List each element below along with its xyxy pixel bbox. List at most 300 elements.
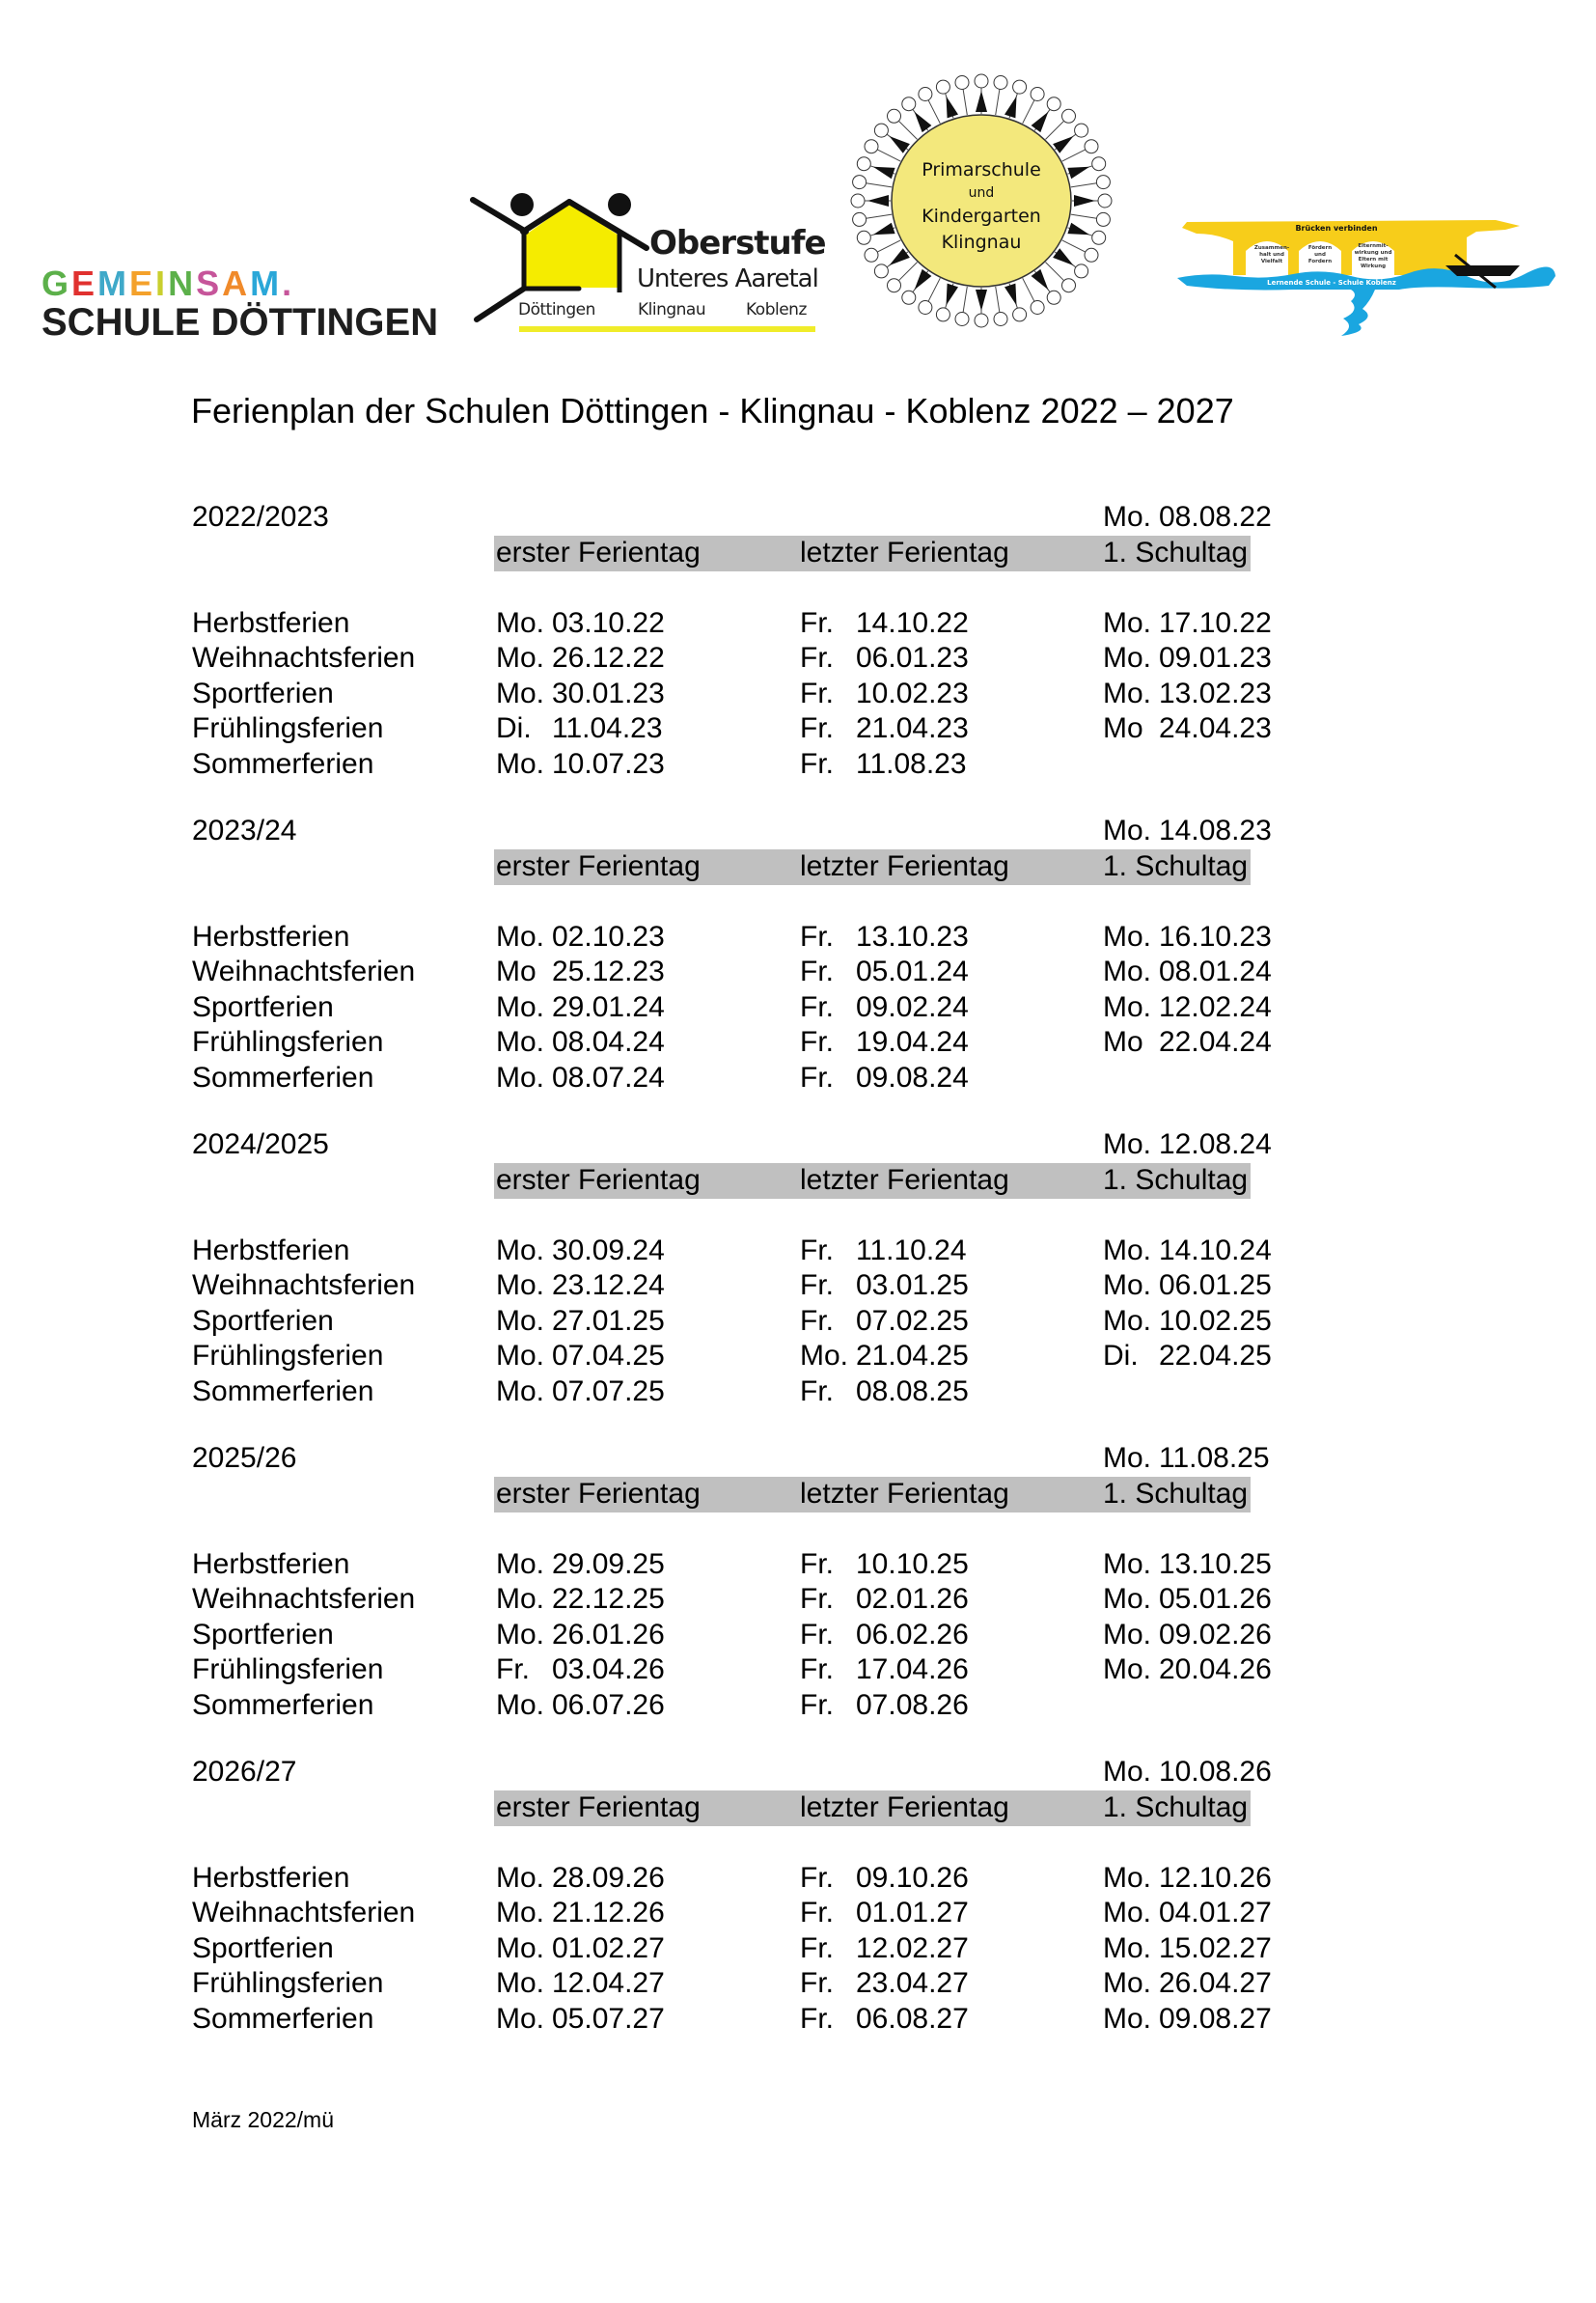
weekday: Fr. [800, 1931, 834, 1964]
weekday: Fr. [800, 1304, 834, 1337]
table-row [0, 1896, 1596, 1930]
date: 05.07.27 [552, 2002, 665, 2035]
last-holiday-date [800, 1861, 969, 1896]
holiday-name: Weihnachtsferien [192, 642, 416, 674]
date: 11.08.23 [856, 747, 967, 780]
child-head [919, 301, 932, 315]
arch-2-line-2: und [1314, 252, 1326, 258]
date: 08.08.25 [856, 1374, 969, 1407]
table-header-row [0, 536, 1596, 570]
last-holiday-date [800, 1268, 969, 1303]
date: 26.01.26 [552, 1618, 665, 1651]
school-year-row [0, 500, 1596, 535]
left-leg-line [477, 289, 524, 319]
date: 04.01.27 [1159, 1897, 1272, 1928]
child-head [936, 80, 949, 94]
date: 06.01.23 [856, 642, 969, 674]
header-first-school-day: 1. Schultag [1103, 1477, 1249, 1510]
last-holiday-date [800, 641, 969, 676]
child-head [902, 291, 916, 304]
river [1177, 266, 1555, 336]
date: 30.09.24 [552, 1234, 665, 1266]
first-school-day-date [1103, 1304, 1272, 1339]
child-dress [1067, 167, 1089, 180]
header-last-holiday: letzter Ferientag [800, 1163, 1009, 1196]
weekday: Mo. [1103, 501, 1152, 533]
date: 10.07.23 [552, 747, 665, 780]
holiday-name: Herbstferien [192, 1234, 350, 1266]
child-dress [976, 91, 987, 112]
school-year-start-date [1103, 1127, 1272, 1162]
weekday: Mo. [1103, 1653, 1152, 1685]
gemeinsam-logo-wordmark [41, 264, 294, 303]
child-dress [1032, 269, 1049, 290]
date: 07.08.26 [856, 1688, 969, 1721]
table-row [0, 1861, 1596, 1896]
date: 14.10.24 [1159, 1234, 1272, 1266]
date: 07.02.25 [856, 1304, 969, 1337]
holiday-name: Frühlingsferien [192, 712, 384, 744]
date: 01.02.27 [552, 1931, 665, 1964]
child-head [853, 176, 867, 189]
first-school-day-date [1103, 1339, 1272, 1373]
weekday: Mo. [1103, 1861, 1152, 1894]
child-body [963, 287, 967, 313]
date: 21.04.23 [856, 712, 969, 744]
date: 10.02.23 [856, 677, 969, 709]
header-first-school-day: 1. Schultag [1103, 1790, 1249, 1823]
weekday: Fr. [800, 1688, 834, 1721]
date: 12.02.24 [1159, 990, 1272, 1023]
child-head [874, 264, 888, 278]
child-head [853, 212, 867, 226]
date: 26.12.22 [552, 642, 665, 674]
weekday: Mo. [1103, 642, 1152, 674]
table-row [0, 1374, 1596, 1409]
table-row [0, 990, 1596, 1025]
child-dress [915, 112, 932, 132]
table-row [0, 1547, 1596, 1582]
weekday: Mo. [1103, 1583, 1152, 1615]
yellow-underline [519, 326, 815, 332]
child-head [975, 74, 988, 88]
date: 09.02.26 [1159, 1618, 1272, 1651]
child-head [1047, 97, 1060, 111]
child-body [1062, 240, 1086, 252]
last-holiday-date [800, 1061, 969, 1096]
first-school-day-date [1103, 606, 1272, 641]
weekday: Mo. [1103, 1442, 1152, 1474]
table-header-row [0, 849, 1596, 884]
weekday: Mo. [1103, 1128, 1152, 1160]
weekday: Mo. [496, 1547, 545, 1580]
last-holiday-date [800, 1582, 969, 1617]
weekday: Mo. [496, 2002, 545, 2035]
weekday: Mo. [1103, 1931, 1152, 1964]
header-last-holiday: letzter Ferientag [800, 1477, 1009, 1510]
gemeinsam-letter: M [97, 264, 130, 303]
first-holiday-date [496, 1861, 665, 1896]
first-school-day-date [1103, 1966, 1272, 2001]
oberstufe-town-klingnau: Klingnau [638, 300, 706, 319]
table-header-row [0, 1477, 1596, 1512]
arch-2-line-3: Fordern [1307, 259, 1333, 264]
weekday: Mo. [1103, 1967, 1152, 1999]
date: 10.08.26 [1159, 1756, 1272, 1788]
child-dress [1074, 195, 1095, 207]
last-holiday-date [800, 990, 969, 1025]
table-row [0, 2002, 1596, 2037]
first-holiday-date [496, 1688, 665, 1723]
date: 12.10.26 [1159, 1861, 1272, 1894]
weekday: Mo. [496, 1234, 545, 1266]
date: 24.04.23 [1159, 712, 1272, 744]
holiday-name: Herbstferien [192, 1861, 350, 1894]
school-year-section [0, 500, 1596, 819]
weekday: Mo. [496, 1897, 545, 1928]
weekday: Mo. [1103, 990, 1152, 1023]
child-dress [1053, 248, 1073, 265]
first-holiday-date [496, 1547, 665, 1582]
child-body [1023, 278, 1034, 301]
holiday-name: Sommerferien [192, 2002, 374, 2035]
date: 06.08.27 [856, 2002, 969, 2035]
weekday: Mo. [496, 1026, 545, 1058]
first-school-day-date [1103, 1931, 1272, 1966]
table-row [0, 1025, 1596, 1060]
school-year-row [0, 814, 1596, 848]
header-first-holiday: erster Ferientag [496, 1163, 701, 1196]
table-row [0, 1582, 1596, 1617]
holiday-name: Frühlingsferien [192, 1653, 384, 1685]
weekday: Fr. [800, 1269, 834, 1301]
table-row [0, 606, 1596, 641]
first-school-day-date [1103, 955, 1272, 989]
weekday: Mo. [1103, 1618, 1152, 1651]
gemeinsam-letter: I [155, 264, 169, 303]
first-holiday-date [496, 641, 665, 676]
date: 06.01.25 [1159, 1269, 1272, 1301]
school-year-section [0, 1755, 1596, 2073]
school-year-label: 2024/2025 [192, 1128, 329, 1160]
first-holiday-date [496, 1582, 665, 1617]
first-holiday-date [496, 1234, 665, 1268]
weekday: Mo. [496, 606, 545, 639]
first-school-day-date [1103, 1268, 1272, 1303]
child-body [898, 121, 917, 139]
table-row [0, 955, 1596, 989]
child-head [865, 140, 878, 153]
first-holiday-date [496, 2002, 665, 2037]
holiday-name: Sportferien [192, 677, 334, 709]
weekday: Mo. [1103, 677, 1152, 709]
header-first-holiday: erster Ferientag [496, 849, 701, 882]
weekday: Mo. [496, 1340, 545, 1372]
weekday: Mo. [496, 1618, 545, 1651]
child-head [1096, 212, 1110, 226]
oberstufe-logo-title: Oberstufe [649, 224, 826, 263]
last-holiday-date [800, 677, 969, 711]
prim-line-4: Klingnau [941, 232, 1022, 253]
weekday: Di. [496, 712, 532, 744]
primarschule-sun-logo-icon [849, 58, 1139, 357]
holiday-name: Frühlingsferien [192, 1340, 384, 1372]
weekday: Fr. [800, 1618, 834, 1651]
child-head [1092, 231, 1106, 244]
date: 14.08.23 [1159, 815, 1272, 846]
date: 11.08.25 [1159, 1442, 1270, 1474]
date: 22.04.24 [1159, 1026, 1272, 1058]
date: 12.04.27 [552, 1967, 665, 1999]
school-year-row [0, 1127, 1596, 1162]
date: 23.12.24 [552, 1269, 665, 1301]
child-body [877, 150, 900, 161]
child-dress [890, 136, 910, 153]
holiday-name: Herbstferien [192, 1547, 350, 1580]
weekday: Fr. [800, 1653, 834, 1685]
weekday: Mo [496, 956, 537, 987]
table-row [0, 747, 1596, 782]
holiday-name: Herbstferien [192, 920, 350, 953]
first-holiday-date [496, 955, 665, 989]
table-row [0, 1688, 1596, 1723]
child-head [994, 313, 1007, 326]
school-year-section [0, 1127, 1596, 1446]
first-school-day-date [1103, 920, 1272, 955]
date: 13.02.23 [1159, 677, 1272, 709]
holiday-name: Weihnachtsferien [192, 1269, 416, 1301]
weekday: Mo [1103, 712, 1143, 744]
river-text: Lernende Schule - Schule Koblenz [1267, 279, 1396, 287]
bridge-title: Brücken verbinden [1295, 224, 1378, 233]
child-head [955, 313, 969, 326]
table-row [0, 641, 1596, 676]
date: 01.01.27 [856, 1897, 969, 1928]
school-year-start-date [1103, 1441, 1270, 1476]
date: 08.04.24 [552, 1026, 665, 1058]
first-holiday-date [496, 1896, 665, 1930]
date: 21.04.25 [856, 1340, 969, 1372]
weekday: Mo. [496, 920, 545, 953]
date: 12.02.27 [856, 1931, 969, 1964]
header-first-school-day: 1. Schultag [1103, 849, 1249, 882]
date: 17.10.22 [1159, 606, 1272, 639]
sun-circle [892, 115, 1071, 287]
weekday: Mo. [496, 1304, 545, 1337]
header-first-school-day: 1. Schultag [1103, 1163, 1249, 1196]
child-body [1046, 263, 1064, 281]
date: 05.01.26 [1159, 1583, 1272, 1615]
weekday: Fr. [800, 606, 834, 639]
child-head [902, 97, 916, 111]
date: 30.01.23 [552, 677, 665, 709]
holiday-name: Sommerferien [192, 1061, 374, 1094]
date: 25.12.23 [552, 956, 665, 987]
date: 06.07.26 [552, 1688, 665, 1721]
date: 28.09.26 [552, 1861, 665, 1894]
date: 09.02.24 [856, 990, 969, 1023]
first-school-day-date [1103, 1547, 1272, 1582]
weekday: Fr. [800, 1374, 834, 1407]
boat [1445, 265, 1520, 276]
date: 22.04.25 [1159, 1340, 1272, 1372]
schule-doettingen-logo-text: SCHULE DÖTTINGEN [41, 301, 439, 344]
weekday: Fr. [800, 712, 834, 744]
holiday-name: Herbstferien [192, 606, 350, 639]
weekday: Mo. [1103, 1756, 1152, 1788]
first-holiday-date [496, 711, 663, 746]
last-holiday-date [800, 1234, 967, 1268]
date: 08.01.24 [1159, 956, 1272, 987]
last-holiday-date [800, 1547, 969, 1582]
weekday: Fr. [800, 1547, 834, 1580]
date: 11.04.23 [552, 712, 663, 744]
table-row [0, 1268, 1596, 1303]
date: 17.04.26 [856, 1653, 969, 1685]
first-school-day-date [1103, 1861, 1272, 1896]
child-head [1031, 88, 1044, 101]
last-holiday-date [800, 1618, 969, 1652]
child-head [1075, 124, 1088, 137]
child-head [1013, 308, 1027, 321]
first-school-day-date [1103, 1618, 1272, 1652]
first-holiday-date [496, 677, 665, 711]
weekday: Mo. [1103, 1304, 1152, 1337]
holiday-name: Sportferien [192, 990, 334, 1023]
child-body [898, 263, 917, 281]
child-head [1062, 279, 1076, 292]
prim-line-2: und [968, 185, 995, 201]
header-last-holiday: letzter Ferientag [800, 1790, 1009, 1823]
child-head [1062, 109, 1076, 123]
header-last-holiday: letzter Ferientag [800, 849, 1009, 882]
holiday-name: Weihnachtsferien [192, 1583, 416, 1615]
first-holiday-date [496, 606, 665, 641]
arch-1-line-3: Vielfalt [1260, 259, 1283, 264]
last-holiday-date [800, 920, 969, 955]
weekday: Mo. [496, 990, 545, 1023]
school-year-start-date [1103, 1755, 1272, 1790]
school-year-label: 2022/2023 [192, 501, 329, 533]
weekday: Mo. [496, 1931, 545, 1964]
school-year-label: 2025/26 [192, 1442, 297, 1474]
child-body [867, 183, 893, 187]
arch-2-line-1: Fördern [1307, 245, 1333, 251]
child-body [1023, 100, 1034, 124]
weekday: Mo. [1103, 815, 1152, 846]
child-dress [1004, 97, 1017, 119]
last-holiday-date [800, 1339, 969, 1373]
weekday: Mo. [496, 1861, 545, 1894]
last-holiday-date [800, 1652, 969, 1687]
first-school-day-date [1103, 1234, 1272, 1268]
last-holiday-date [800, 1374, 969, 1409]
date: 13.10.23 [856, 920, 969, 953]
weekday: Mo. [1103, 1234, 1152, 1266]
table-row [0, 677, 1596, 711]
weekday: Mo. [496, 1967, 545, 1999]
date: 07.04.25 [552, 1340, 665, 1372]
child-head [994, 76, 1007, 90]
date: 12.08.24 [1159, 1128, 1272, 1160]
date: 09.08.27 [1159, 2002, 1272, 2035]
house-yellow-fill [526, 204, 618, 288]
child-head [955, 76, 969, 90]
date: 22.12.25 [552, 1583, 665, 1615]
child-body [1046, 121, 1064, 139]
gemeinsam-letter: . [282, 264, 295, 303]
weekday: Fr. [800, 1061, 834, 1094]
date: 09.10.26 [856, 1861, 969, 1894]
first-school-day-date [1103, 677, 1272, 711]
first-holiday-date [496, 1966, 665, 2001]
date: 09.01.23 [1159, 642, 1272, 674]
child-head [1075, 264, 1088, 278]
arch-3-line-1: Elternmit- [1358, 243, 1389, 249]
child-head [874, 124, 888, 137]
child-head [1031, 301, 1044, 315]
table-row [0, 1652, 1596, 1687]
child-body [867, 214, 893, 218]
last-holiday-date [800, 1025, 969, 1060]
school-year-label: 2026/27 [192, 1756, 297, 1788]
first-school-day-date [1103, 1896, 1272, 1930]
date: 27.01.25 [552, 1304, 665, 1337]
holiday-name: Sommerferien [192, 747, 374, 780]
last-holiday-date [800, 955, 969, 989]
weekday: Mo. [1103, 956, 1152, 987]
first-holiday-date [496, 1374, 665, 1409]
child-body [996, 287, 1000, 313]
school-year-start-date [1103, 814, 1272, 848]
left-head [510, 193, 534, 216]
first-holiday-date [496, 1618, 665, 1652]
arch-3-line-3: Eltern mit [1358, 257, 1389, 263]
gemeinsam-letter: S [196, 264, 223, 303]
child-dress [1004, 284, 1017, 306]
first-holiday-date [496, 990, 665, 1025]
date: 09.08.24 [856, 1061, 969, 1094]
oberstufe-logo-subtitle: Unteres Aaretal [637, 264, 818, 293]
first-holiday-date [496, 1025, 665, 1060]
weekday: Fr. [800, 1234, 834, 1266]
weekday: Mo. [1103, 2002, 1152, 2035]
child-head [888, 109, 901, 123]
header-last-holiday: letzter Ferientag [800, 536, 1009, 569]
child-body [996, 89, 1000, 115]
weekday: Mo. [496, 1374, 545, 1407]
last-holiday-date [800, 1966, 969, 2001]
arch-3-line-4: Wirkung [1360, 264, 1387, 269]
arch-1-line-2: halt und [1259, 252, 1284, 258]
gemeinsam-letter: E [129, 264, 156, 303]
table-row [0, 1966, 1596, 2001]
date: 07.07.25 [552, 1374, 665, 1407]
date: 16.10.23 [1159, 920, 1272, 953]
first-school-day-date [1103, 1025, 1272, 1060]
first-holiday-date [496, 920, 665, 955]
oberstufe-town-doettingen: Döttingen [518, 300, 595, 319]
table-row [0, 1931, 1596, 1966]
date: 23.04.27 [856, 1967, 969, 1999]
child-head [1047, 291, 1060, 304]
date: 02.01.26 [856, 1583, 969, 1615]
school-year-row [0, 1755, 1596, 1790]
holiday-name: Sommerferien [192, 1688, 374, 1721]
weekday: Mo. [1103, 1897, 1152, 1928]
weekday: Mo. [496, 1583, 545, 1615]
child-body [1071, 183, 1097, 187]
